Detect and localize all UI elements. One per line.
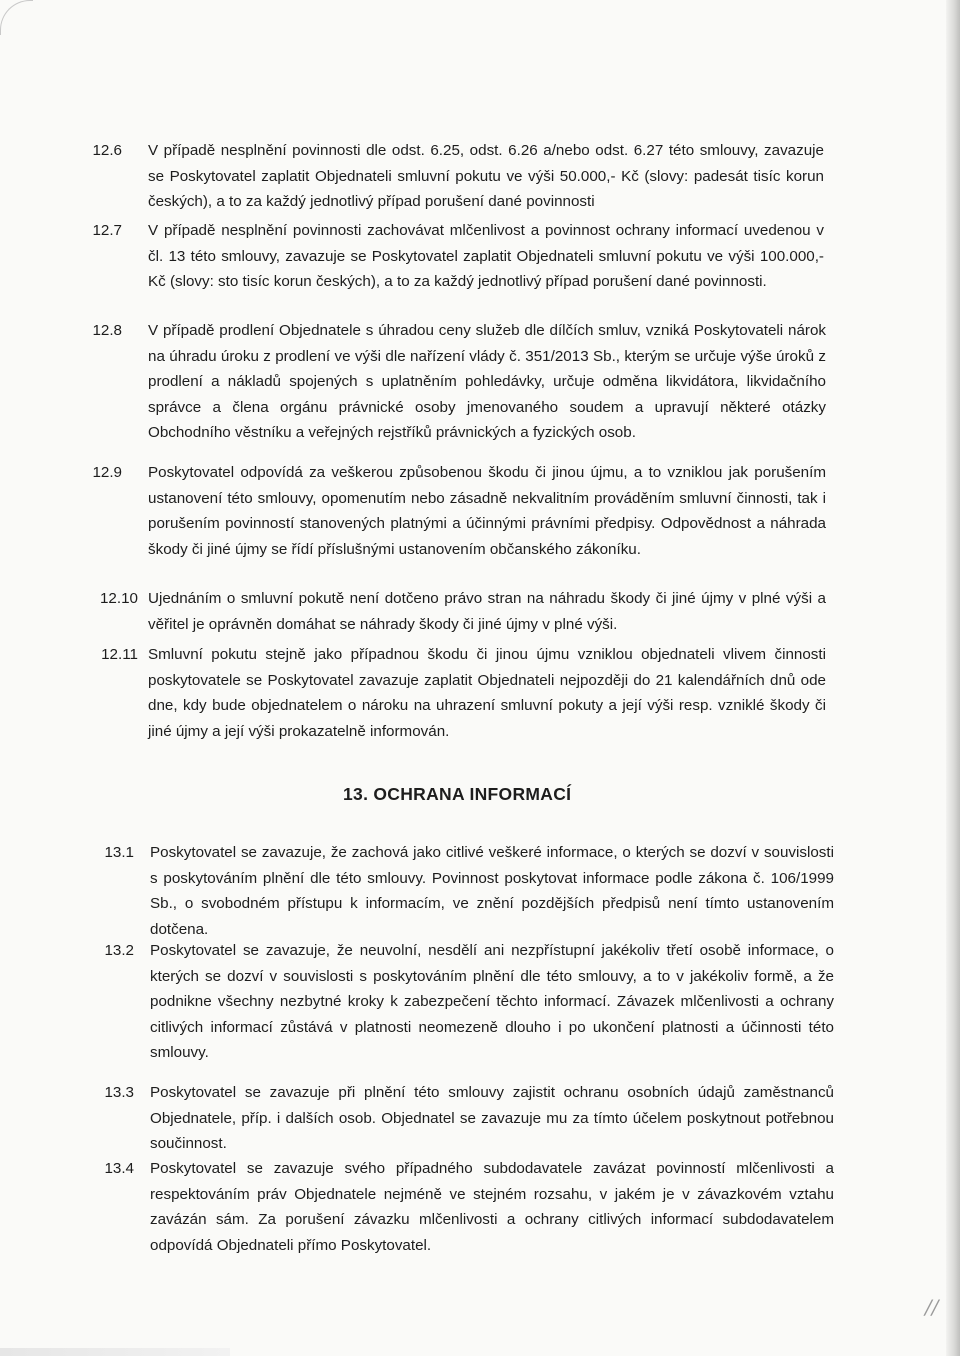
clause-number: 12.8	[92, 322, 122, 339]
page-corner-fold	[0, 0, 33, 35]
clause-text: Poskytovatel se zavazuje, že zachová jako citlivé veškeré informace, o kterých se dozví v souvislosti s poskytováním plnění dle této smlouvy. Povinnost poskytovat informace podle zákona č. 106/1999 Sb., o svobodném přístupu k informacím, ve znění pozdějších předpisů není tímto ustanovením dotčena.	[150, 844, 834, 938]
clause-text: Poskytovatel se zavazuje při plnění této smlouvy zajistit ochranu osobních údajů zaměstnanců Objednatele, příp. i dalších osob. Objednatel se zavazuje mu za tímto účelem poskytnout potřebnou součinnost.	[150, 1084, 834, 1152]
clause-text: V případě nesplnění povinnosti zachovávat mlčenlivost a povinnost ochrany informací uvedenou v čl. 13 této smlouvy, zavazuje se Poskytovatel zaplatit Objednateli smluvní pokutu ve výši 100.000,- Kč (slovy: sto tisíc korun českých), a to za každý jednotlivý případ porušení dané povinnosti.	[148, 222, 824, 290]
scan-artifact	[0, 1348, 230, 1356]
clause-text: V případě prodlení Objednatele s úhradou ceny služeb dle dílčích smluv, vzniká Poskytovateli nárok na úhradu úroku z prodlení ve výši dle nařízení vlády č. 351/2013 Sb., kterým se určuje výše úroků z prodlení a nákladů spojených s uplatněním pohledávky, určuje odměna likvidátora, likvidačního správce a člena orgánu právnické osoby jmenovaného soudem a upravují některé otázky Obchodního věstníku a veřejných rejstříků právnických a fyzických osob.	[148, 322, 826, 441]
clause-number: 13.4	[104, 1160, 134, 1177]
clause-text: Poskytovatel se zavazuje, že neuvolní, nesdělí ani nezpřístupní jakékoliv třetí osobě informace, o kterých se dozví v souvislosti s poskytováním plnění dle této smlouvy, a to v jakékoliv formě, a že podnikne všechny nezbytné kroky k zabezpečení těchto informací. Závazek mlčenlivosti a ochrany citlivých informací zůstává v platnosti neomezeně dlouho i po ukončení platnosti a účinnosti této smlouvy.	[150, 942, 834, 1061]
page-edge-shadow	[946, 0, 960, 1356]
clause-text: Poskytovatel se zavazuje svého případného subdodavatele zavázat povinností mlčenlivosti a respektováním práv Objednatele nejméně ve stejném rozsahu, v jakém je v závazkovém vztahu zavázán sám. Za porušení závazku mlčenlivosti a ochrany citlivých informací subdodavatelem odpovídá Objednateli přímo Poskytovatel.	[150, 1160, 834, 1254]
clause-text: Ujednáním o smluvní pokutě není dotčeno právo stran na náhradu škody či jiné újmy v plné výši a věřitel je oprávněn domáhat se náhrady škody či jiné újmy v plné výši.	[148, 590, 826, 633]
clause-number: 12.11	[101, 646, 138, 663]
clause-number: 13.3	[104, 1084, 134, 1101]
clause-text: Poskytovatel odpovídá za veškerou způsobenou škodu či jinou újmu, a to vzniklou jak porušením ustanovení této smlouvy, opomenutím nebo zásadně nekvalitním prováděním smluvní činnosti, tak i porušením povinností stanovených platnými a účinnými právními předpisy. Odpovědnost a náhrada škody či jiné újmy se řídí příslušnými ustanovením občanského zákoníku.	[148, 464, 826, 558]
clause-number: 12.6	[92, 142, 122, 159]
clause-number: 13.1	[104, 844, 134, 861]
clause-text: Smluvní pokutu stejně jako případnou škodu či jinou újmu vzniklou objednateli vlivem činnosti poskytovatele se Poskytovatel zavazuje zaplatit Objednateli nejpozději do 21 kalendářních dnů ode dne, kdy bude objednatelem o nároku na uhrazení smluvní pokuty a její výši resp. vzniklé škody či jiné újmy a její výši prokazatelně informován.	[148, 646, 826, 740]
clause-number: 13.2	[104, 942, 134, 959]
clause-number: 12.10	[99, 590, 138, 607]
clause-number: 12.9	[92, 464, 122, 481]
section-heading: 13. OCHRANA INFORMACÍ	[343, 784, 572, 804]
initials-signature: //	[925, 1295, 939, 1319]
clause-number: 12.7	[92, 222, 122, 239]
clause-text: V případě nesplnění povinnosti dle odst. 6.25, odst. 6.26 a/nebo odst. 6.27 této smlouvy, zavazuje se Poskytovatel zaplatit Objednateli smluvní pokutu ve výši 50.000,- Kč (slovy: padesát tisíc korun českých), a to za každý jednotlivý případ porušení dané povinnosti	[148, 142, 824, 210]
